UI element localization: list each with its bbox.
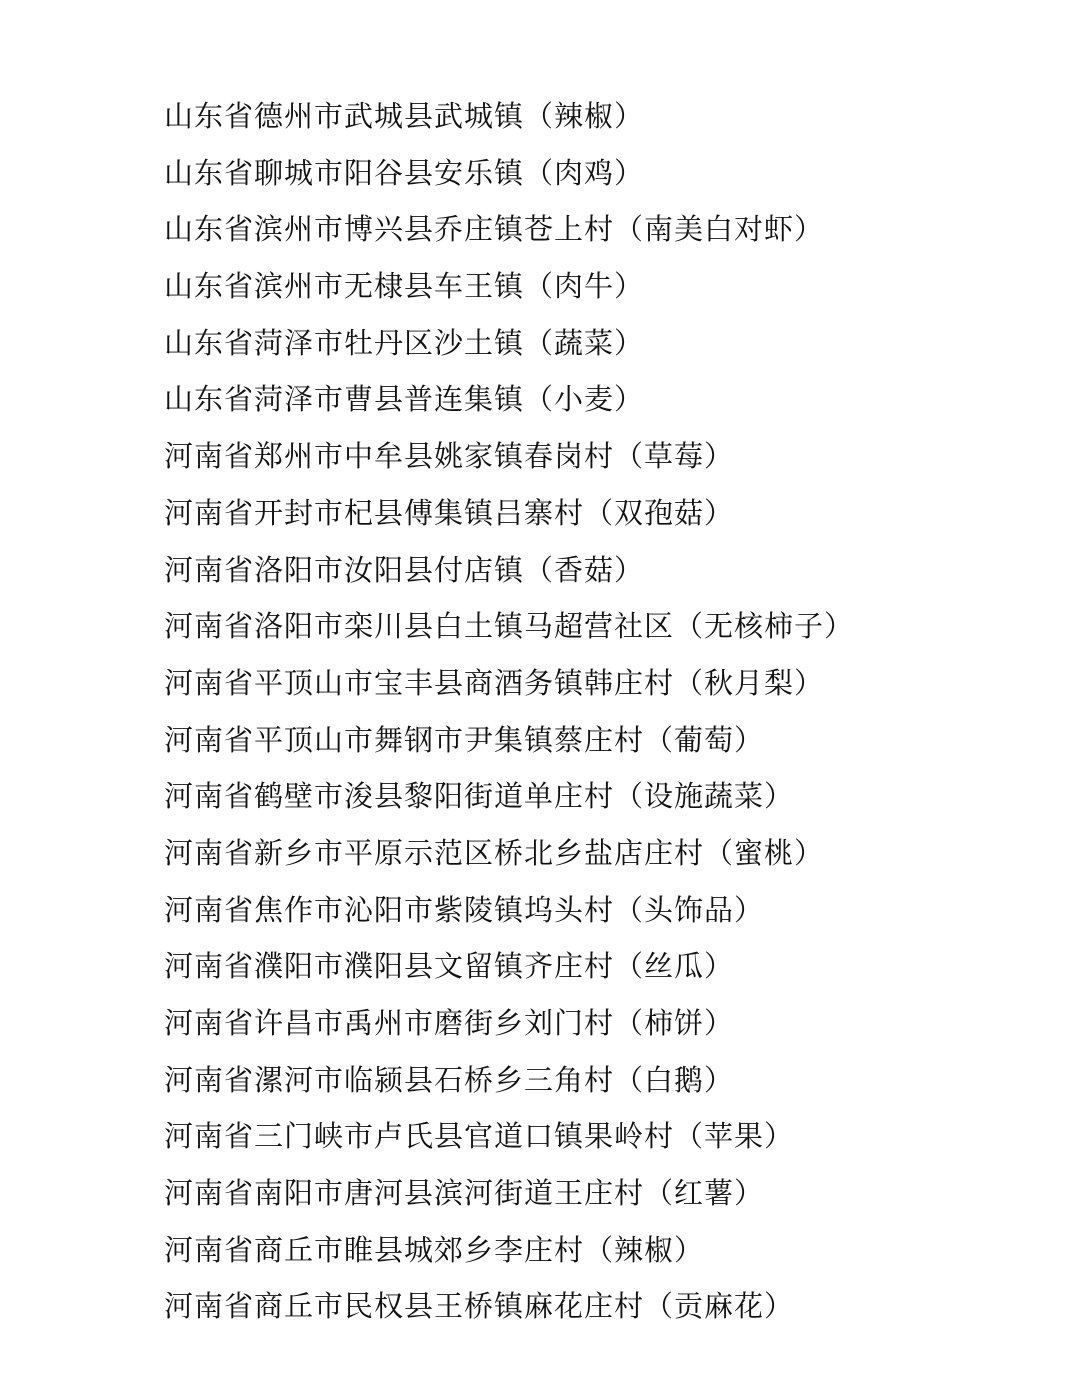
- list-item: 河南省开封市杞县傅集镇吕寨村（双孢菇）: [164, 495, 735, 530]
- list-item: 山东省滨州市无棣县车王镇（肉牛）: [164, 269, 645, 304]
- list-item: 河南省商丘市睢县城郊乡李庄村（辣椒）: [164, 1232, 705, 1267]
- list-item: 河南省新乡市平原示范区桥北乡盐店庄村（蜜桃）: [164, 835, 825, 870]
- list-item: 河南省焦作市沁阳市紫陵镇坞头村（头饰品）: [164, 892, 765, 927]
- list-item: 河南省郑州市中牟县姚家镇春岗村（草莓）: [164, 439, 735, 474]
- list-item: 河南省商丘市民权县王桥镇麻花庄村（贡麻花）: [164, 1289, 795, 1324]
- town-list: [164, 88, 1024, 1335]
- list-item: 河南省濮阳市濮阳县文留镇齐庄村（丝瓜）: [164, 949, 735, 984]
- list-item: 河南省许昌市禹州市磨街乡刘门村（柿饼）: [164, 1006, 735, 1040]
- list-item: 河南省鹤壁市浚县黎阳街道单庄村（设施蔬菜）: [164, 779, 795, 814]
- list-item: 河南省洛阳市汝阳县付店镇（香菇）: [164, 552, 645, 587]
- list-item: 河南省洛阳市栾川县白土镇马超营社区（无核柿子）: [164, 609, 855, 644]
- list-item: 河南省平顶山市宝丰县商酒务镇韩庄村（秋月梨）: [164, 665, 825, 700]
- list-item: 山东省聊城市阳谷县安乐镇（肉鸡）: [164, 155, 645, 190]
- list-item: 河南省三门峡市卢氏县官道口镇果岭村（苹果）: [164, 1119, 795, 1154]
- list-item: 山东省菏泽市牡丹区沙土镇（蔬菜）: [164, 325, 645, 360]
- list-item: 山东省德州市武城县武城镇（辣椒）: [164, 99, 645, 133]
- list-item: 山东省滨州市博兴县乔庄镇苍上村（南美白对虾）: [164, 212, 825, 247]
- list-item: 河南省漯河市临颍县石桥乡三角村（白鹅）: [164, 1062, 735, 1097]
- list-item: 山东省菏泽市曹县普连集镇（小麦）: [164, 382, 645, 417]
- list-item: 河南省平顶山市舞钢市尹集镇蔡庄村（葡萄）: [164, 722, 765, 757]
- list-item: 河南省南阳市唐河县滨河街道王庄村（红薯）: [164, 1176, 765, 1211]
